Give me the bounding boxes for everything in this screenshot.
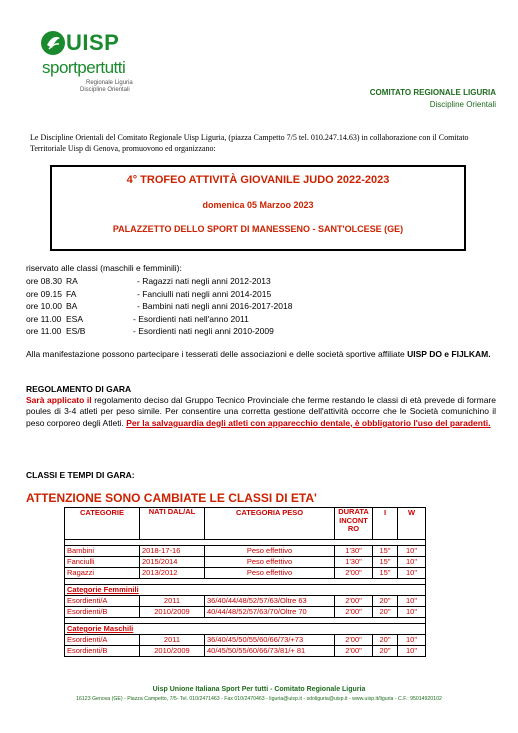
cell-categoria: Bambini xyxy=(65,546,140,557)
class-code: BA xyxy=(66,301,78,312)
regolamento-warning: Per la salvaguardia degli atleti con apparecchio dentale, è obbligatorio l'uso del paradenti. xyxy=(126,417,491,428)
cell-categoria: Ragazzi xyxy=(65,568,140,579)
attention-heading: ATTENZIONE SONO CAMBIATE LE CLASSI DI ETA' xyxy=(26,491,317,505)
logo-sub-region: Regionale Liguria xyxy=(86,80,133,86)
event-date: domenica 05 Marzoo 2023 xyxy=(202,200,314,210)
cell-peso: 36/40/44/48/52/57/63/Oltre 63 xyxy=(205,596,335,607)
cell-durata: 2'00" xyxy=(335,568,373,579)
cell-peso: Peso effettivo xyxy=(205,557,335,568)
class-desc: - Fanciulli nati negli anni 2014-2015 xyxy=(137,288,272,299)
list-item xyxy=(26,300,446,313)
table-section-row xyxy=(65,585,426,596)
table-section-row xyxy=(65,624,426,635)
class-time: ore 08.30 xyxy=(26,276,62,286)
cell-nati: 2013/2012 xyxy=(140,568,205,579)
list-item xyxy=(26,313,446,326)
class-time: ore 10.00 xyxy=(26,301,62,312)
committee-discipline: Discipline Orientali xyxy=(429,100,496,109)
table-row xyxy=(65,568,426,579)
cell-categoria: Esordienti/B xyxy=(65,646,140,657)
classi-tempi-heading: CLASSI E TEMPI DI GARA: xyxy=(26,470,135,480)
class-schedule-list xyxy=(26,275,446,338)
cell-nati: 2010/2009 xyxy=(140,607,205,618)
class-time: ore 09.15 xyxy=(26,288,62,299)
event-title-box xyxy=(50,165,466,251)
table-header-row xyxy=(65,508,426,540)
section-maschili: Categorie Maschili xyxy=(65,624,426,635)
cell-peso: 40/45/50/55/60/66/73/81/+ 81 xyxy=(205,646,335,657)
class-desc: - Ragazzi nati negli anni 2012-2013 xyxy=(137,276,271,286)
footer-organization: Uisp Unione Italiana Sport Per tutti - Comitato Regionale Liguria xyxy=(152,686,366,693)
table-row xyxy=(65,546,426,557)
cell-categoria: Fanciulli xyxy=(65,557,140,568)
committee-heading xyxy=(370,87,496,111)
participation-text: Alla manifestazione possono partecipare i tesserati delle associazioni e delle società sportive affiliate xyxy=(26,349,408,359)
participation-paragraph xyxy=(26,349,496,361)
cell-peso: Peso effettivo xyxy=(205,568,335,579)
cell-durata: 2'00" xyxy=(335,635,373,646)
table-row xyxy=(65,596,426,607)
event-venue: PALAZZETTO DELLO SPORT DI MANESSENO - SANT'OLCESE (GE) xyxy=(112,224,404,234)
cell-categoria: Esordienti/B xyxy=(65,607,140,618)
cell-peso: 40/44/48/52/57/63/70/Oltre 70 xyxy=(205,607,335,618)
cell-i: 15" xyxy=(373,568,398,579)
header-durata: DURATA INCONT RO xyxy=(335,508,373,540)
regolamento-paragraph xyxy=(26,395,496,429)
section-femminili: Categorie Femminili xyxy=(65,585,426,596)
cell-categoria: Esordienti/A xyxy=(65,596,140,607)
table-row xyxy=(65,635,426,646)
uisp-logo xyxy=(40,28,150,98)
regolamento-red-start: Sarà applicato il xyxy=(26,395,92,405)
table-row xyxy=(65,557,426,568)
cell-durata: 1'30" xyxy=(335,546,373,557)
cell-nati: 2010/2009 xyxy=(140,646,205,657)
class-desc: - Esordienti nati negli anni 2010-2009 xyxy=(133,326,274,337)
regolamento-body: regolamento deciso dal Gruppo Tecnico Provinciale che ferme restando le classi di età prevede di formare poules di 3-4 atleti per peso simile. Per consentire una corretta gestione dell'attività occorre che le Società comunichino il peso corporeo degli Atleti. xyxy=(26,395,496,428)
cell-w: 10" xyxy=(398,607,426,618)
list-item xyxy=(26,325,446,338)
logo-brand: UISP xyxy=(66,30,120,55)
event-title: 4° TROFEO ATTIVITÀ GIOVANILE JUDO 2022-2023 xyxy=(126,174,390,186)
regolamento-title: REGOLAMENTO DI GARA xyxy=(26,384,132,394)
list-item xyxy=(26,275,446,288)
list-item xyxy=(26,288,446,301)
uisp-leaf-icon xyxy=(40,30,66,56)
participation-affiliates: UISP DO e FIJLKAM. xyxy=(407,349,491,359)
cell-nati: 2011 xyxy=(140,596,205,607)
reserved-label: riservato alle classi (maschili e femminili): xyxy=(26,263,182,273)
class-code: ESA xyxy=(66,313,84,324)
cell-nati: 2015/2014 xyxy=(140,557,205,568)
header-w: W xyxy=(398,508,426,540)
cell-w: 10" xyxy=(398,546,426,557)
categories-table xyxy=(64,507,426,657)
class-time: ore 11.00 xyxy=(26,313,62,324)
class-code: ES/B xyxy=(66,326,86,337)
class-desc: - Esordienti nati nell'anno 2011 xyxy=(133,313,249,324)
class-desc: - Bambini nati negli anni 2016-2017-2018 xyxy=(137,301,293,312)
table-row xyxy=(65,607,426,618)
logo-tagline: sportpertutti xyxy=(42,58,126,77)
class-code: RA xyxy=(66,276,78,286)
header-nati: NATI DAL/AL xyxy=(140,508,205,540)
cell-durata: 1'30" xyxy=(335,557,373,568)
cell-w: 10" xyxy=(398,557,426,568)
intro-paragraph: Le Discipline Orientali del Comitato Regionale Uisp Liguria, (piazza Campetto 7/5 tel. 010.247.14.63) in collaborazione con il Comitato Territoriale Uisp di Genova, promuovono ed organizzano: xyxy=(30,133,469,153)
cell-peso: Peso effettivo xyxy=(205,546,335,557)
cell-durata: 2'00" xyxy=(335,596,373,607)
cell-w: 10" xyxy=(398,646,426,657)
cell-w: 10" xyxy=(398,568,426,579)
footer-contacts: 16123 Genova (GE) - Piazza Campetto, 7/5- Tel. 010/2471463 - Fax 010/2470463 - liguria@uisp.it - sdoliguria@uisp.it - www.uisp.it/liguria - C.F.: 95014920102 xyxy=(76,696,442,702)
table-row xyxy=(65,646,426,657)
logo-sub-discipline: Discipline Orientali xyxy=(80,87,130,93)
cell-categoria: Esordienti/A xyxy=(65,635,140,646)
cell-durata: 2'00" xyxy=(335,646,373,657)
cell-nati: 2011 xyxy=(140,635,205,646)
cell-w: 10" xyxy=(398,635,426,646)
header-i: I xyxy=(373,508,398,540)
class-code: FA xyxy=(66,288,77,299)
committee-name: COMITATO REGIONALE LIGURIA xyxy=(369,88,496,97)
cell-peso: 36/40/45/50/55/60/66/73/+73 xyxy=(205,635,335,646)
cell-durata: 2'00" xyxy=(335,607,373,618)
class-time: ore 11.00 xyxy=(26,326,62,337)
cell-i: 15" xyxy=(373,557,398,568)
header-peso: CATEGORIA PESO xyxy=(205,508,335,540)
cell-i: 15" xyxy=(373,546,398,557)
cell-i: 20" xyxy=(373,635,398,646)
cell-i: 20" xyxy=(373,596,398,607)
cell-i: 20" xyxy=(373,607,398,618)
cell-w: 10" xyxy=(398,596,426,607)
cell-nati: 2018-17-16 xyxy=(140,546,205,557)
cell-i: 20" xyxy=(373,646,398,657)
header-categorie: CATEGORIE xyxy=(65,508,140,540)
